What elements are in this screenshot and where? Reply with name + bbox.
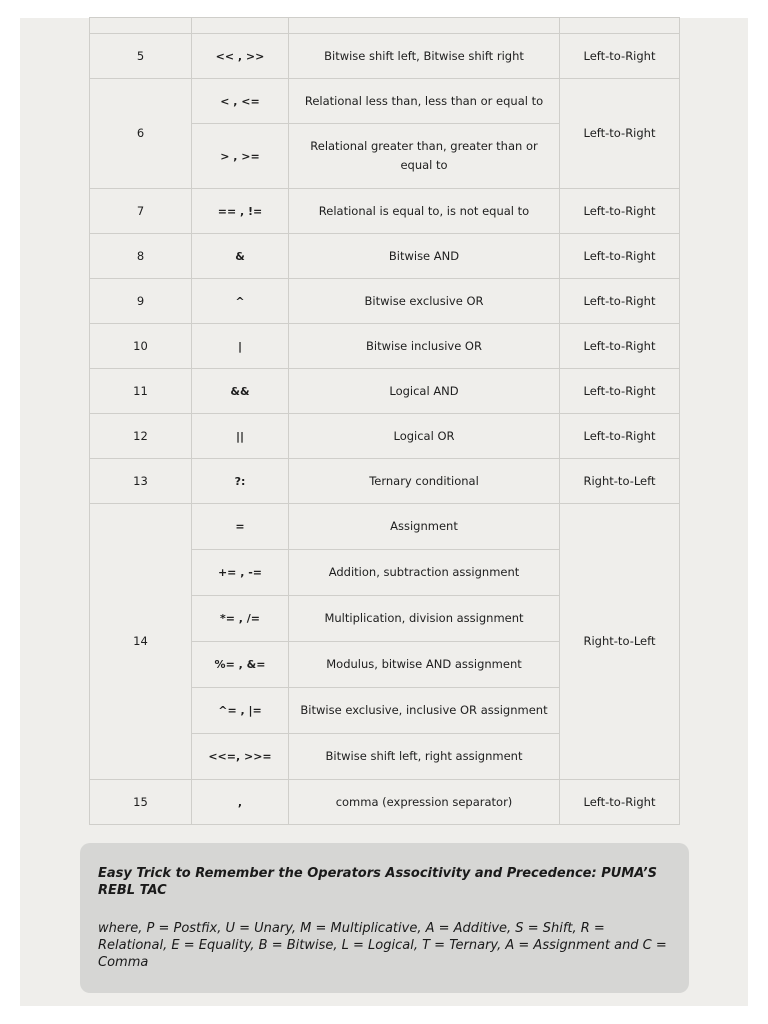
table-row [90,18,680,34]
description-cell: Logical AND [289,369,560,414]
associativity-cell: Left-to-Right [560,279,680,324]
description-cell: Bitwise AND [289,234,560,279]
precedence-level-cell: 6 [90,79,192,189]
description-cell: Bitwise shift left, right assignment [289,734,560,780]
operator-cell: | [192,324,289,369]
operator-cell: << , >> [192,34,289,79]
operator-cell: , [192,780,289,825]
description-cell: Bitwise exclusive OR [289,279,560,324]
operator-cell: > , >= [192,124,289,189]
operator-cell: ^= , |= [192,688,289,734]
operator-cell: <<=, >>= [192,734,289,780]
description-cell: Assignment [289,504,560,550]
precedence-level-cell: 5 [90,34,192,79]
operator-cell: *= , /= [192,596,289,642]
table-row [90,459,680,504]
description-cell: Addition, subtraction assignment [289,550,560,596]
callout-title: Easy Trick to Remember the Operators Associtivity and Precedence: PUMA’S REBL TAC [98,866,657,898]
description-cell [289,18,560,34]
description-cell: Bitwise inclusive OR [289,324,560,369]
table-body [90,18,680,825]
operator-cell: < , <= [192,79,289,124]
operator-cell: == , != [192,189,289,234]
associativity-cell: Left-to-Right [560,189,680,234]
associativity-cell: Left-to-Right [560,34,680,79]
mnemonic-callout [80,843,689,993]
associativity-cell: Left-to-Right [560,234,680,279]
description-cell: Relational is equal to, is not equal to [289,189,560,234]
description-cell: Relational less than, less than or equal to [289,79,560,124]
table-row [90,234,680,279]
description-cell: Relational greater than, greater than or equal to [289,124,560,189]
associativity-cell: Right-to-Left [560,459,680,504]
table-row [90,279,680,324]
description-cell: Modulus, bitwise AND assignment [289,642,560,688]
precedence-level-cell: 10 [90,324,192,369]
operator-cell: && [192,369,289,414]
associativity-cell [560,18,680,34]
table-row [90,79,680,124]
precedence-level-cell: 13 [90,459,192,504]
operator-cell: += , -= [192,550,289,596]
associativity-cell: Left-to-Right [560,369,680,414]
associativity-cell: Right-to-Left [560,504,680,780]
document-page [20,18,748,1006]
precedence-level-cell [90,18,192,34]
description-cell: comma (expression separator) [289,780,560,825]
associativity-cell: Left-to-Right [560,79,680,189]
description-cell: Bitwise shift left, Bitwise shift right [289,34,560,79]
precedence-level-cell: 7 [90,189,192,234]
description-cell: Bitwise exclusive, inclusive OR assignment [289,688,560,734]
operator-cell: || [192,414,289,459]
table-row [90,324,680,369]
operator-cell [192,18,289,34]
associativity-cell: Left-to-Right [560,324,680,369]
precedence-level-cell: 9 [90,279,192,324]
precedence-level-cell: 11 [90,369,192,414]
table-row [90,34,680,79]
operator-cell: & [192,234,289,279]
operator-cell: %= , &= [192,642,289,688]
precedence-level-cell: 8 [90,234,192,279]
table-row [90,189,680,234]
table-row [90,369,680,414]
precedence-level-cell: 14 [90,504,192,780]
operator-cell: ?: [192,459,289,504]
table-row [90,504,680,550]
callout-body: where, P = Postfix, U = Unary, M = Multiplicative, A = Additive, S = Shift, R = Relational, E = Equality, B = Bitwise, L = Logical, T = Ternary, A = Assignment and C = Comma [98,921,667,970]
precedence-level-cell: 15 [90,780,192,825]
operator-cell: = [192,504,289,550]
description-cell: Multiplication, division assignment [289,596,560,642]
associativity-cell: Left-to-Right [560,780,680,825]
operator-cell: ^ [192,279,289,324]
precedence-level-cell: 12 [90,414,192,459]
table-row [90,414,680,459]
table-row [90,780,680,825]
associativity-cell: Left-to-Right [560,414,680,459]
operator-precedence-table [89,17,680,825]
description-cell: Ternary conditional [289,459,560,504]
description-cell: Logical OR [289,414,560,459]
